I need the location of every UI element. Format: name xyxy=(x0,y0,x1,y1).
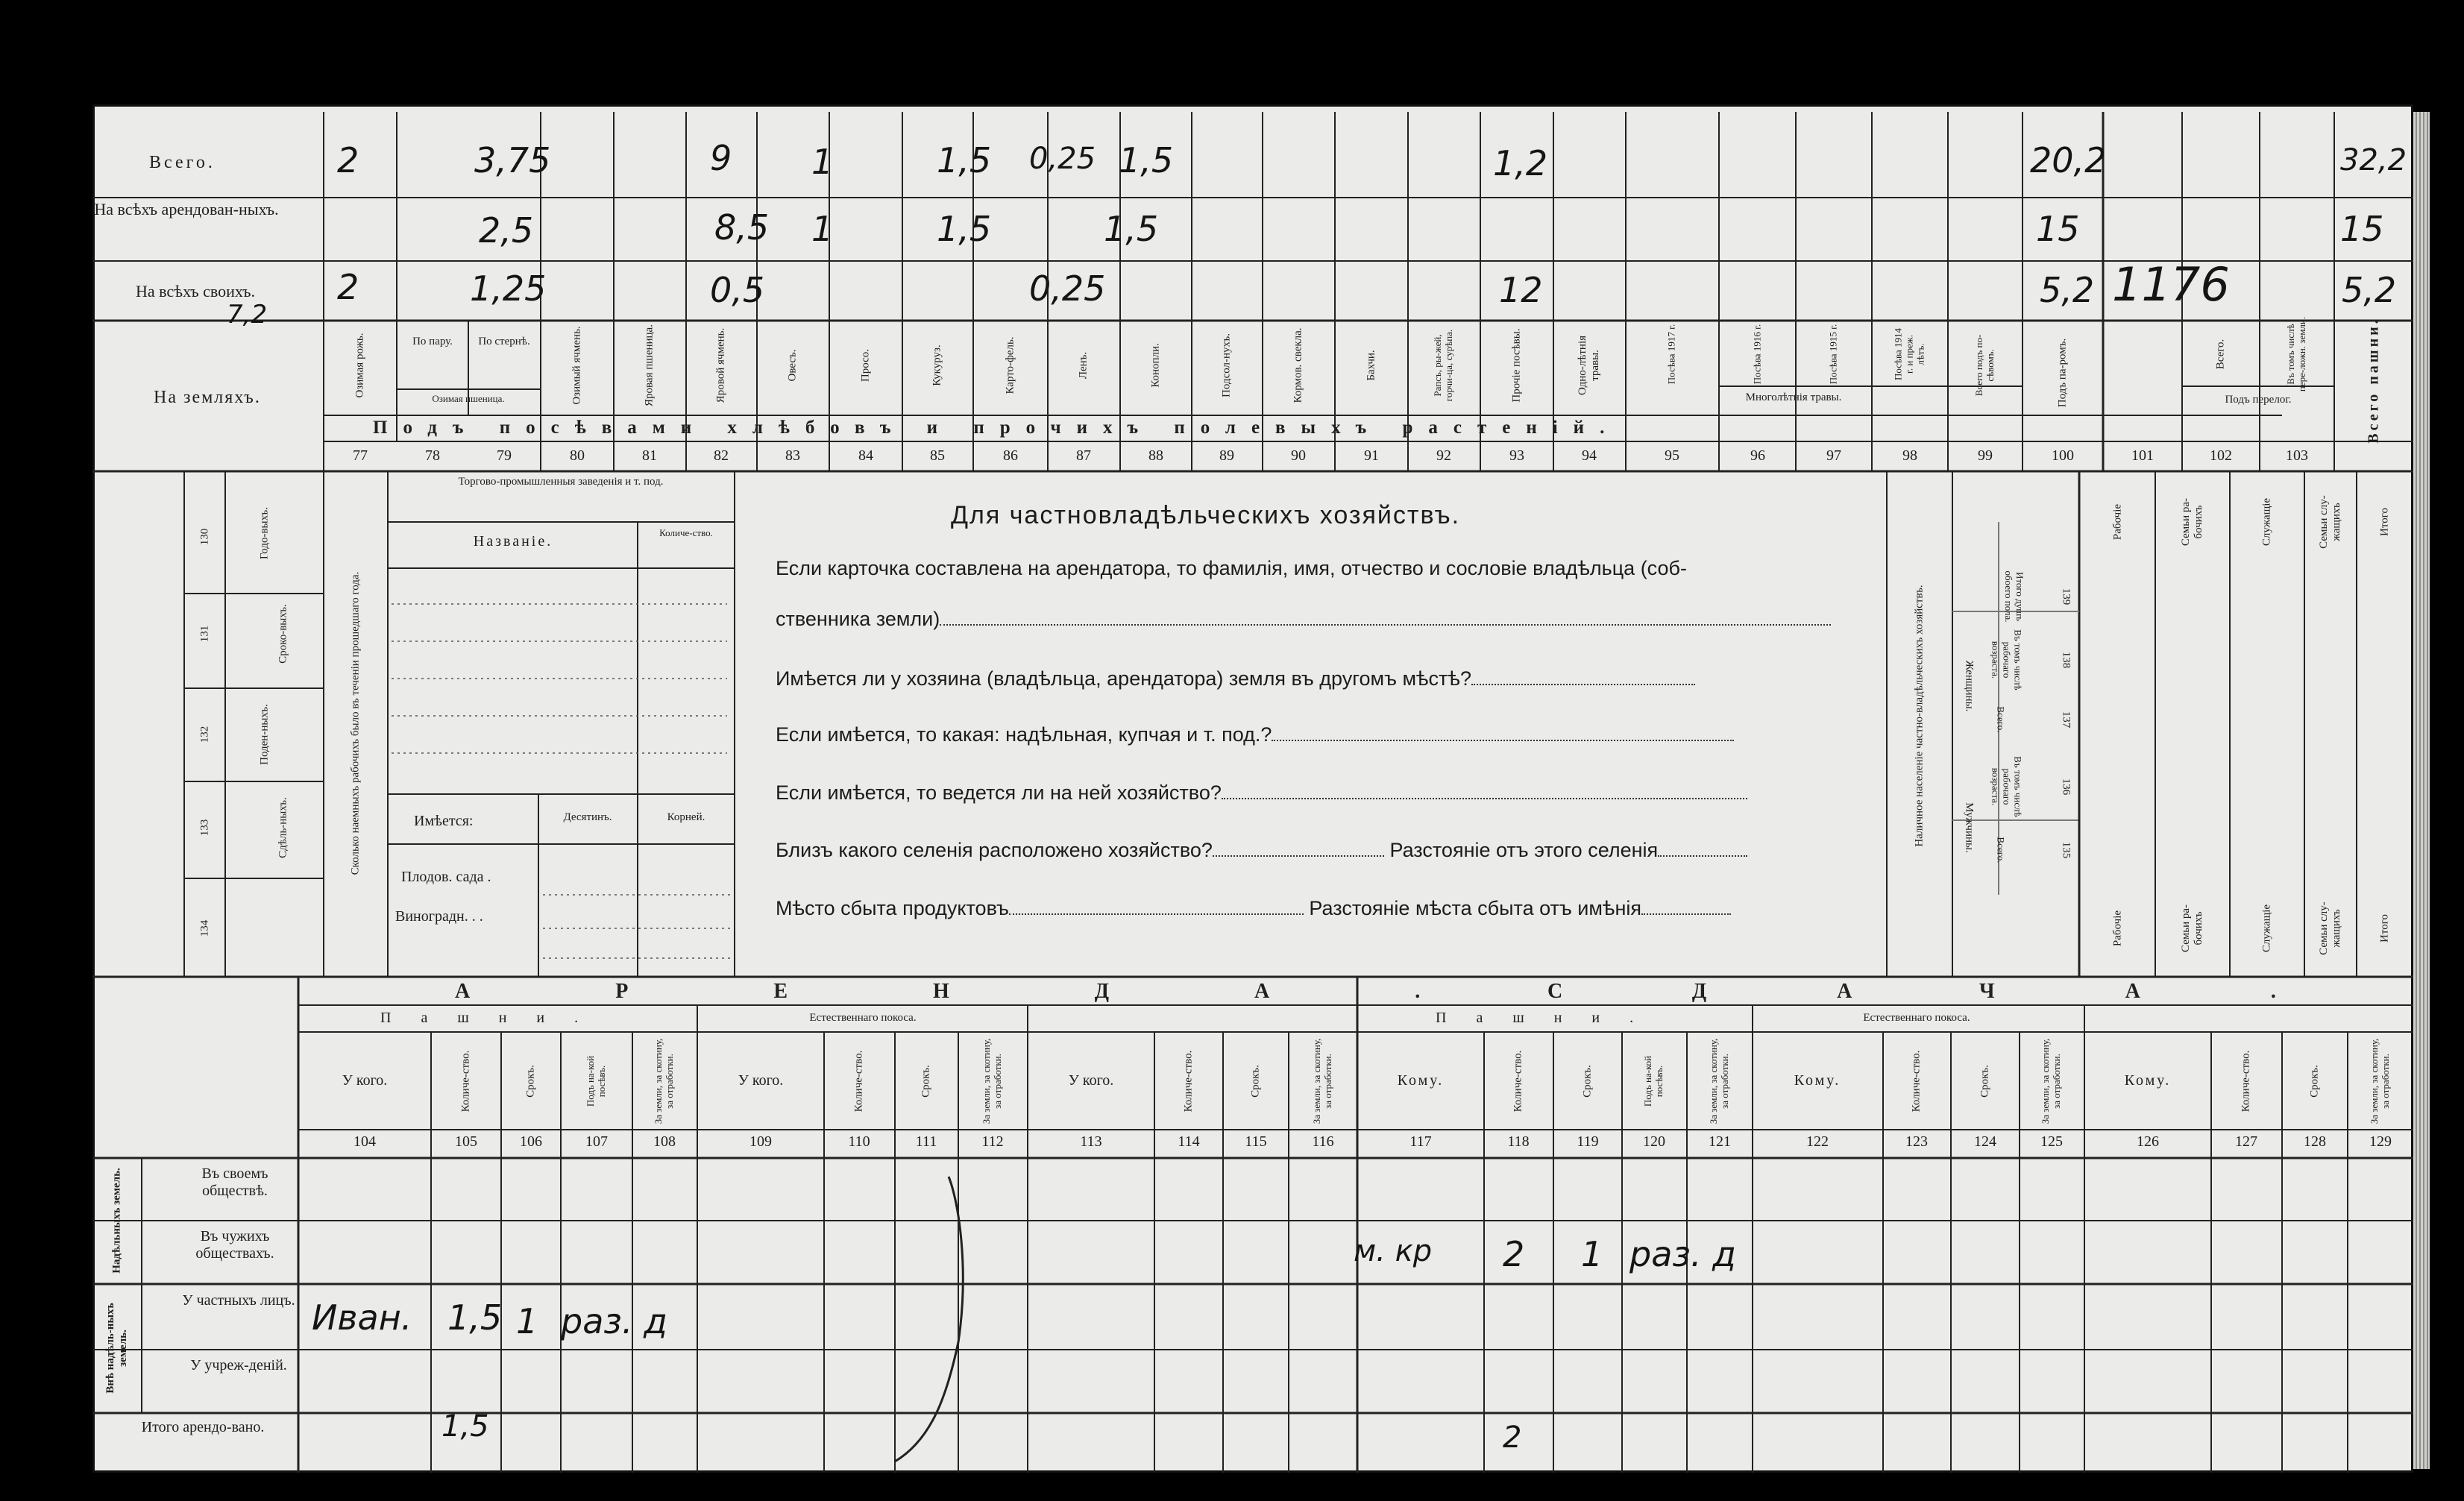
hw-svoih-0: 2 xyxy=(337,267,359,307)
num-101: 101 xyxy=(2131,447,2154,464)
hdr-odnoletnie: Одно-лѣтнiя травы. xyxy=(1576,335,1601,396)
num-77: 77 xyxy=(353,447,368,464)
workers-num-133: 133 xyxy=(198,819,211,837)
banner-posev: Подъ посѣвами хлѣбовъ и прочихъ полевыхъ растенiй. xyxy=(373,418,1621,438)
hw-margin: 7,2 xyxy=(227,300,268,330)
num-102: 102 xyxy=(2210,447,2232,464)
hdr-bahchi: Бахчи. xyxy=(1365,350,1377,381)
arenda-title: АРЕНДА. xyxy=(455,980,1566,1003)
q1-text-b: ственника земли) xyxy=(776,608,940,630)
hw-chuzh-kol: 2 xyxy=(1503,1234,1525,1274)
hw-itogo-kol-arenda: 1,5 xyxy=(441,1409,489,1444)
num-97: 97 xyxy=(1826,447,1841,464)
workers-num-132: 132 xyxy=(198,726,211,743)
num-129: 129 xyxy=(2369,1133,2392,1150)
q5-text-b: Разстоянiе отъ этого селенiя xyxy=(1389,839,1659,861)
q4-answer-field[interactable] xyxy=(1222,781,1747,799)
workers-godovyh: Годо-выхъ. xyxy=(258,506,271,560)
hdr-107-posev: Подъ на-кой посѣвъ. xyxy=(585,1055,607,1107)
q1-line-a: Если карточка составлена на арендатора, то фамилiя, имя, отчество и сословiе владѣльца (соб- xyxy=(776,557,1687,579)
pop-men: Мужчины. xyxy=(1963,802,1976,853)
pop-women: Женщины. xyxy=(1963,660,1976,712)
vinograd-label: Виноградн. . . xyxy=(395,908,483,925)
num-113: 113 xyxy=(1080,1133,1102,1150)
hw-vsego-7: 1,2 xyxy=(1493,143,1548,183)
imeetsya-label: Имѣется: xyxy=(414,813,474,829)
num-88: 88 xyxy=(1148,447,1163,464)
hdr-perelog-vsego: Всего. xyxy=(2214,339,2227,370)
num-84: 84 xyxy=(858,447,873,464)
pop-num-136: 136 xyxy=(2060,778,2072,796)
hdr-126-komu: Кому. xyxy=(2124,1072,2172,1089)
hdr-proso: Просо. xyxy=(859,348,872,383)
hdr-117-komu: Кому. xyxy=(1397,1072,1445,1089)
hw-svoih-6: 1176 xyxy=(2112,257,2230,312)
num-96: 96 xyxy=(1750,447,1765,464)
col-semi-sluzh-top: Семьи слу-жащихъ xyxy=(2317,495,2342,549)
hdr-yarov-psh: Яровая пшеница. xyxy=(643,324,656,406)
hw-chuzh-komu: м. кр xyxy=(1354,1234,1433,1268)
row-v-svoem: Въ своемъ обществѣ. xyxy=(201,1165,268,1199)
hw-vsego-0: 2 xyxy=(337,140,359,180)
sdacha-pashni: Пашни. xyxy=(1436,1010,1664,1026)
q1-line-b xyxy=(776,608,1831,631)
hdr-pod-parom: Подъ па-ромъ. xyxy=(2056,338,2069,408)
hdr-125-za: За земли, за скотину, за отработки. xyxy=(2040,1038,2062,1124)
num-124: 124 xyxy=(1974,1133,1996,1150)
pop-women-vsego: Всего. xyxy=(1995,706,2007,733)
hw-arend-0: 2,5 xyxy=(479,210,534,251)
num-103: 103 xyxy=(2286,447,2308,464)
col-itogo-top: Итого xyxy=(2378,508,2391,536)
row-svoih-label: На всѣхъ своихъ. xyxy=(136,282,255,300)
hdr-106-srok: Срокъ. xyxy=(524,1065,537,1098)
hw-vsego-8: 20,2 xyxy=(2030,140,2107,180)
hw-chuzh-srok: 1 xyxy=(1581,1234,1603,1274)
num-125: 125 xyxy=(2040,1133,2063,1150)
plodov-sada-label: Плодов. сада . xyxy=(401,869,491,885)
hw-svoih-4: 12 xyxy=(1499,270,1543,310)
q5-answer-village[interactable] xyxy=(1213,839,1384,857)
num-98: 98 xyxy=(1902,447,1917,464)
hdr-kukuruza: Кукуруз. xyxy=(931,344,943,386)
hdr-104-u-kogo: У кого. xyxy=(342,1072,388,1089)
num-126: 126 xyxy=(2137,1133,2159,1150)
q6-answer-distance[interactable] xyxy=(1641,897,1731,915)
hw-chast-srok: 1 xyxy=(516,1301,538,1341)
q6-text-b: Разстоянiе мѣста сбыта отъ имѣнiя xyxy=(1309,897,1641,919)
desyatin-label: Десятинъ. xyxy=(563,811,612,823)
hdr-prochie: Прочiе посѣвы. xyxy=(1510,328,1523,403)
num-86: 86 xyxy=(1003,447,1018,464)
hw-svoih-2: 0,5 xyxy=(710,270,765,310)
col-sluzh-bot: Служащiе xyxy=(2260,904,2273,953)
trade-title: Торгово-промышленныя заведенiя и т. под. xyxy=(458,476,664,488)
hw-svoih-1: 1,25 xyxy=(470,268,547,309)
hdr-po-sterne: По стернѣ. xyxy=(478,336,530,347)
num-123: 123 xyxy=(1905,1133,1928,1150)
pop-men-vtom: Въ томъ числѣ рабочаго возраста. xyxy=(1990,756,2024,817)
q2-answer-field[interactable] xyxy=(1471,667,1695,685)
hdr-ozim-rozh: Озимая рожь. xyxy=(353,333,366,398)
num-81: 81 xyxy=(642,447,657,464)
hdr-127-kol: Количе-ство. xyxy=(2240,1050,2252,1113)
q3-line xyxy=(776,723,1734,746)
col-rabochie-top: Рабочiе xyxy=(2111,503,2124,541)
num-122: 122 xyxy=(1806,1133,1829,1150)
hw-chast-ukogo: Иван. xyxy=(312,1297,412,1338)
num-94: 94 xyxy=(1582,447,1597,464)
num-95: 95 xyxy=(1665,447,1679,464)
num-127: 127 xyxy=(2235,1133,2257,1150)
q3-text: Если имѣется, то какая: надѣльная, купчая и т. под.? xyxy=(776,723,1272,746)
workers-title: Сколько наемныхъ рабочихъ было въ теченiи прошедшаго года. xyxy=(349,571,362,875)
q6-text-a: Мѣсто сбыта продуктовъ xyxy=(776,897,1009,919)
hdr-123-kol: Количе-ство. xyxy=(1910,1050,1923,1113)
hdr-111-srok: Срокъ. xyxy=(920,1065,932,1098)
hdr-120-posev: Подъ на-кой посѣвъ. xyxy=(1642,1055,1665,1107)
workers-srokovyh: Сроко-выхъ. xyxy=(277,604,289,664)
hdr-kartofel: Карто-фель. xyxy=(1004,336,1016,394)
hdr-112-za: За земли, за скотину, за отработки. xyxy=(981,1038,1003,1124)
q2-line xyxy=(776,667,1695,690)
num-85: 85 xyxy=(930,447,945,464)
workers-podennyh: Поден-ныхъ. xyxy=(258,704,271,765)
hdr-ozim-yachmen: Озимый ячмень. xyxy=(571,326,583,405)
hw-vsego-9: 32,2 xyxy=(2340,143,2407,177)
hdr-posev-1914: Посѣва 1914 г. и преж. лѣтъ. xyxy=(1892,327,1926,381)
hw-svoih-5: 5,2 xyxy=(2040,270,2095,310)
hw-svoih-7: 5,2 xyxy=(2342,270,2397,310)
pop-men-vsego: Всего. xyxy=(1995,837,2007,863)
q4-text: Если имѣется, то ведется ли на ней хозяйство? xyxy=(776,781,1222,804)
q1-answer-field[interactable] xyxy=(940,608,1831,626)
q2-text: Имѣется ли у хозяина (владѣльца, арендатора) земля въ другомъ мѣстѣ? xyxy=(776,667,1471,690)
hw-vsego-5: 0,25 xyxy=(1029,142,1096,176)
num-99: 99 xyxy=(1978,447,1993,464)
num-105: 105 xyxy=(455,1133,477,1150)
korney-label: Корней. xyxy=(667,811,705,823)
row-u-chastnyh: У частныхъ лицъ. xyxy=(182,1292,295,1309)
hdr-114-kol: Количе-ство. xyxy=(1182,1050,1195,1113)
hdr-110-kol: Количе-ство. xyxy=(852,1050,865,1113)
col-itogo-bot: Итого xyxy=(2378,914,2391,943)
q4-line xyxy=(776,781,1747,805)
hdr-posev-1916: Посѣва 1916 г. xyxy=(1751,324,1763,385)
group-nadel: Надѣльныхъ земель. xyxy=(110,1168,123,1274)
hdr-129-za: За земли, за скотину, за отработки. xyxy=(2369,1038,2391,1124)
q5-text-a: Близъ какого селенiя расположено хозяйство? xyxy=(776,839,1213,861)
hw-vsego-4: 1,5 xyxy=(937,140,992,180)
hdr-posev-1915: Посѣва 1915 г. xyxy=(1827,324,1839,385)
hdr-pod-perelog: Подъ перелог. xyxy=(2225,394,2292,406)
hw-arend-2: 1 xyxy=(811,209,834,249)
q6-line xyxy=(776,897,1731,920)
num-115: 115 xyxy=(1245,1133,1267,1150)
trade-qty: Количе-ство. xyxy=(659,527,713,538)
hdr-113-u-kogo: У кого. xyxy=(1068,1072,1114,1089)
row-vsego-label: Всего. xyxy=(149,153,216,172)
num-91: 91 xyxy=(1364,447,1379,464)
num-100: 100 xyxy=(2052,447,2074,464)
hdr-mnogoletnie: Многолѣтнiя травы. xyxy=(1745,391,1842,403)
num-121: 121 xyxy=(1709,1133,1731,1150)
col-rabochie-bot: Рабочiе xyxy=(2111,910,2124,947)
pop-num-138: 138 xyxy=(2060,651,2072,669)
num-83: 83 xyxy=(785,447,800,464)
hdr-105-kol: Количе-ство. xyxy=(459,1050,472,1113)
hw-chast-kol: 1,5 xyxy=(447,1297,503,1338)
row-v-chuzhih: Въ чужихъ обществахъ. xyxy=(195,1228,274,1262)
num-108: 108 xyxy=(653,1133,676,1150)
hw-chuzh-za: раз. д xyxy=(1629,1234,1736,1274)
col-semi-rab-bot: Семьи ра-бочихъ xyxy=(2179,904,2204,953)
num-109: 109 xyxy=(749,1133,772,1150)
num-89: 89 xyxy=(1219,447,1234,464)
num-104: 104 xyxy=(353,1133,376,1150)
num-79: 79 xyxy=(497,447,512,464)
workers-num-131: 131 xyxy=(198,625,211,643)
num-90: 90 xyxy=(1291,447,1306,464)
hdr-vsego-posev: Всего подъ по-сѣвомъ. xyxy=(1973,334,1996,397)
num-117: 117 xyxy=(1409,1133,1432,1150)
hdr-128-srok: Срокъ. xyxy=(2308,1065,2321,1098)
hw-arend-1: 8,5 xyxy=(714,207,770,248)
hdr-podsolnuh: Подсол-нухъ. xyxy=(1220,333,1233,397)
row-u-uchrezhd: У учреж-денiй. xyxy=(190,1357,287,1373)
num-119: 119 xyxy=(1577,1133,1599,1150)
num-114: 114 xyxy=(1178,1133,1200,1150)
col-semi-sluzh-bot: Семьи слу-жащихъ xyxy=(2317,901,2342,955)
pop-num-137: 137 xyxy=(2060,711,2072,729)
row-itogo-arend: Итого арендо-вано. xyxy=(141,1419,265,1435)
num-112: 112 xyxy=(981,1133,1004,1150)
hdr-yarov-yachmen: Яровой ячмень. xyxy=(714,327,727,403)
col-semi-rab-top: Семьи ра-бочихъ xyxy=(2179,497,2204,547)
hw-arend-6: 15 xyxy=(2340,209,2384,249)
hdr-118-kol: Количе-ство. xyxy=(1512,1050,1524,1113)
hw-chast-za: раз. д xyxy=(561,1301,667,1341)
group-vne-nadel: Внѣ надѣль-ныхъ земель. xyxy=(104,1303,129,1394)
arenda-pashni: Пашни. xyxy=(380,1010,609,1026)
q3-answer-field[interactable] xyxy=(1272,723,1734,741)
num-111: 111 xyxy=(915,1133,937,1150)
hw-vsego-6: 1,5 xyxy=(1119,140,1174,180)
workers-num-130: 130 xyxy=(198,528,211,546)
num-107: 107 xyxy=(585,1133,608,1150)
hdr-konopli: Конопли. xyxy=(1149,343,1162,388)
sdacha-pokos: Естественнаго покоса. xyxy=(1863,1012,1970,1024)
num-128: 128 xyxy=(2304,1133,2326,1150)
hdr-108-za: За земли, за скотину, за отработки. xyxy=(653,1038,675,1124)
hdr-kormov-svekla: Кормов. свекла. xyxy=(1292,327,1304,403)
hdr-122-komu: Кому. xyxy=(1794,1072,1841,1089)
hdr-po-paru: По пару. xyxy=(412,336,453,347)
arenda-pokos: Естественнаго покоса. xyxy=(809,1012,917,1024)
hw-itogo-kol-sdacha: 2 xyxy=(1503,1420,1522,1455)
pop-itogo: Итого душъ обоего пола. xyxy=(2003,570,2025,623)
num-120: 120 xyxy=(1643,1133,1665,1150)
num-106: 106 xyxy=(520,1133,542,1150)
hdr-119-srok: Срокъ. xyxy=(1581,1065,1594,1098)
num-92: 92 xyxy=(1436,447,1451,464)
hw-vsego-1: 3,75 xyxy=(474,140,551,180)
hdr-109-u-kogo: У кого. xyxy=(738,1072,784,1089)
num-93: 93 xyxy=(1509,447,1524,464)
row-na-zemlyah-label: На земляхъ. xyxy=(154,388,261,407)
num-110: 110 xyxy=(848,1133,870,1150)
hdr-115-srok: Срокъ. xyxy=(1249,1065,1262,1098)
hdr-116-za: За земли, за скотину, за отработки. xyxy=(1311,1038,1333,1124)
hdr-perelog-vtom: Въ томъ числѣ пере-ложн. земли. xyxy=(2285,316,2307,392)
pop-num-135: 135 xyxy=(2060,841,2072,859)
hw-vsego-2: 9 xyxy=(710,138,732,178)
row-arend-label: На всѣхъ арендован-ныхъ. xyxy=(94,200,279,218)
num-87: 87 xyxy=(1076,447,1091,464)
num-78: 78 xyxy=(425,447,440,464)
q5-line xyxy=(776,839,1747,862)
workers-num-134: 134 xyxy=(198,919,211,937)
hdr-vsego-pashni: Всего пашни. xyxy=(2365,317,2382,444)
num-116: 116 xyxy=(1312,1133,1334,1150)
num-118: 118 xyxy=(1507,1133,1530,1150)
population-title: Наличное населенiе частно-владѣльческихъ хозяйствъ. xyxy=(1913,585,1926,847)
sdacha-title: СДАЧА. xyxy=(1547,980,2407,1003)
pop-num-139: 139 xyxy=(2060,588,2072,605)
hdr-ozim-psh: Озимая пшеница. xyxy=(432,393,505,404)
num-82: 82 xyxy=(714,447,729,464)
hdr-121-za: За земли, за скотину, за отработки. xyxy=(1708,1038,1730,1124)
hdr-len: Ленъ. xyxy=(1077,351,1090,380)
hdr-raps: Рапсъ, ры-жей, горчи-ца, сурѣпа. xyxy=(1432,329,1454,402)
private-panel-title: Для частновладѣльческихъ хозяйствъ. xyxy=(951,501,1461,529)
col-sluzh-top: Служащiе xyxy=(2260,497,2273,547)
trade-name: Названiе. xyxy=(473,533,553,550)
pop-women-vtom: Въ томъ числѣ рабочаго возраста. xyxy=(1990,629,2024,690)
hw-vsego-3: 1 xyxy=(811,142,834,182)
hw-svoih-3: 0,25 xyxy=(1029,268,1106,309)
hw-arend-5: 15 xyxy=(2036,209,2080,249)
hw-arend-3: 1,5 xyxy=(937,209,992,249)
hdr-posev-1917: Посѣва 1917 г. xyxy=(1665,324,1677,385)
workers-sdelnyh: Сдѣль-ныхъ. xyxy=(277,797,289,858)
num-80: 80 xyxy=(570,447,585,464)
hw-arend-4: 1,5 xyxy=(1104,209,1159,249)
hdr-124-srok: Срокъ. xyxy=(1979,1065,1991,1098)
hdr-oves: Овесъ. xyxy=(786,349,799,382)
q5-answer-distance[interactable] xyxy=(1658,839,1747,857)
q6-answer-market[interactable] xyxy=(1009,897,1304,915)
